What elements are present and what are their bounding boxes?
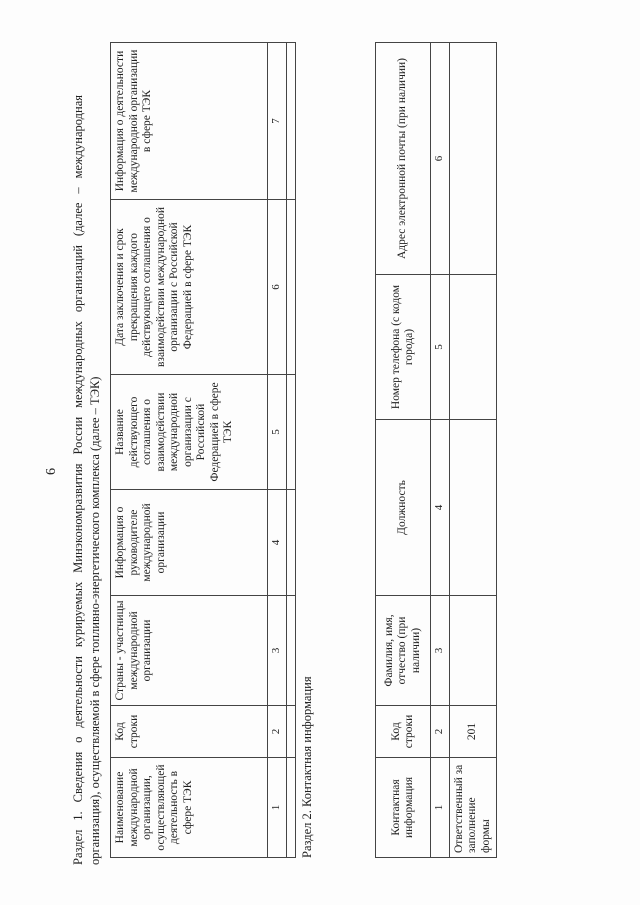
empty-cell — [286, 375, 295, 490]
section1-number-row — [268, 43, 287, 858]
header-contact-info: Контактная информация — [376, 758, 431, 858]
header-activity-info: Информация о деятельности международной организации в сфере ТЭК — [111, 43, 268, 200]
header-agreement-dates: Дата заключения и срок прекращения каждого действующего соглашения о взаимодействии международной организации с Российской Федерацией в сфере ТЭК — [111, 200, 268, 375]
col-number: 7 — [268, 43, 287, 200]
section2-table — [375, 42, 497, 858]
col-number: 4 — [268, 490, 287, 596]
col-number: 4 — [431, 420, 450, 596]
header-full-name: Фамилия, имя, отчество (при наличии) — [376, 596, 431, 706]
empty-cell — [449, 596, 497, 706]
col-number: 1 — [268, 758, 287, 858]
empty-cell — [449, 420, 497, 596]
col-number: 5 — [431, 275, 450, 420]
empty-cell — [449, 275, 497, 420]
section1-empty-row — [286, 43, 295, 858]
section2-header-row — [376, 43, 431, 858]
empty-cell — [286, 758, 295, 858]
section1-header-row — [111, 43, 268, 858]
empty-cell — [286, 43, 295, 200]
col-number: 2 — [268, 706, 287, 758]
col-number: 3 — [431, 596, 450, 706]
section2-responsible-row — [449, 43, 497, 858]
responsible-label: Ответственный за заполнение формы — [449, 758, 497, 858]
col-number: 2 — [431, 706, 450, 758]
section2-number-row — [431, 43, 450, 858]
header-org-name: Наименование международной организации, осуществляющей деятельность в сфере ТЭК — [111, 758, 268, 858]
section1-intro — [70, 95, 104, 865]
col-number: 6 — [431, 43, 450, 275]
section2-title: Раздел 2. Контактная информация — [300, 676, 314, 858]
col-number: 1 — [431, 758, 450, 858]
section1-table — [110, 42, 296, 858]
intro-line-1: Раздел 1. Сведения о деятельности курируемых Минэкономразвития России международных организаций (далее – международная — [71, 95, 85, 865]
empty-cell — [449, 43, 497, 275]
header-member-countries: Страны - участницы международной организации — [111, 596, 268, 706]
intro-line-2: организация), осуществляемой в сфере топливно-энергетического комплекса (далее – ТЭК) — [88, 376, 102, 865]
empty-cell — [286, 706, 295, 758]
col-number: 3 — [268, 596, 287, 706]
header-head-info: Информация о руководителе международной организации — [111, 490, 268, 596]
header-line-code: Код строки — [376, 706, 431, 758]
empty-cell — [286, 200, 295, 375]
page-number: 6 — [44, 468, 59, 475]
col-number: 6 — [268, 200, 287, 375]
responsible-code: 201 — [449, 706, 497, 758]
header-email: Адрес электронной почты (при наличии) — [376, 43, 431, 275]
header-phone: Номер телефона (с кодом города) — [376, 275, 431, 420]
empty-cell — [286, 490, 295, 596]
empty-cell — [286, 596, 295, 706]
header-position: Должность — [376, 420, 431, 596]
header-line-code: Код строки — [111, 706, 268, 758]
header-agreement-name: Название действующего соглашения о взаимодействии международной организации с Российской Федерацией в сфере ТЭК — [111, 375, 268, 490]
col-number: 5 — [268, 375, 287, 490]
